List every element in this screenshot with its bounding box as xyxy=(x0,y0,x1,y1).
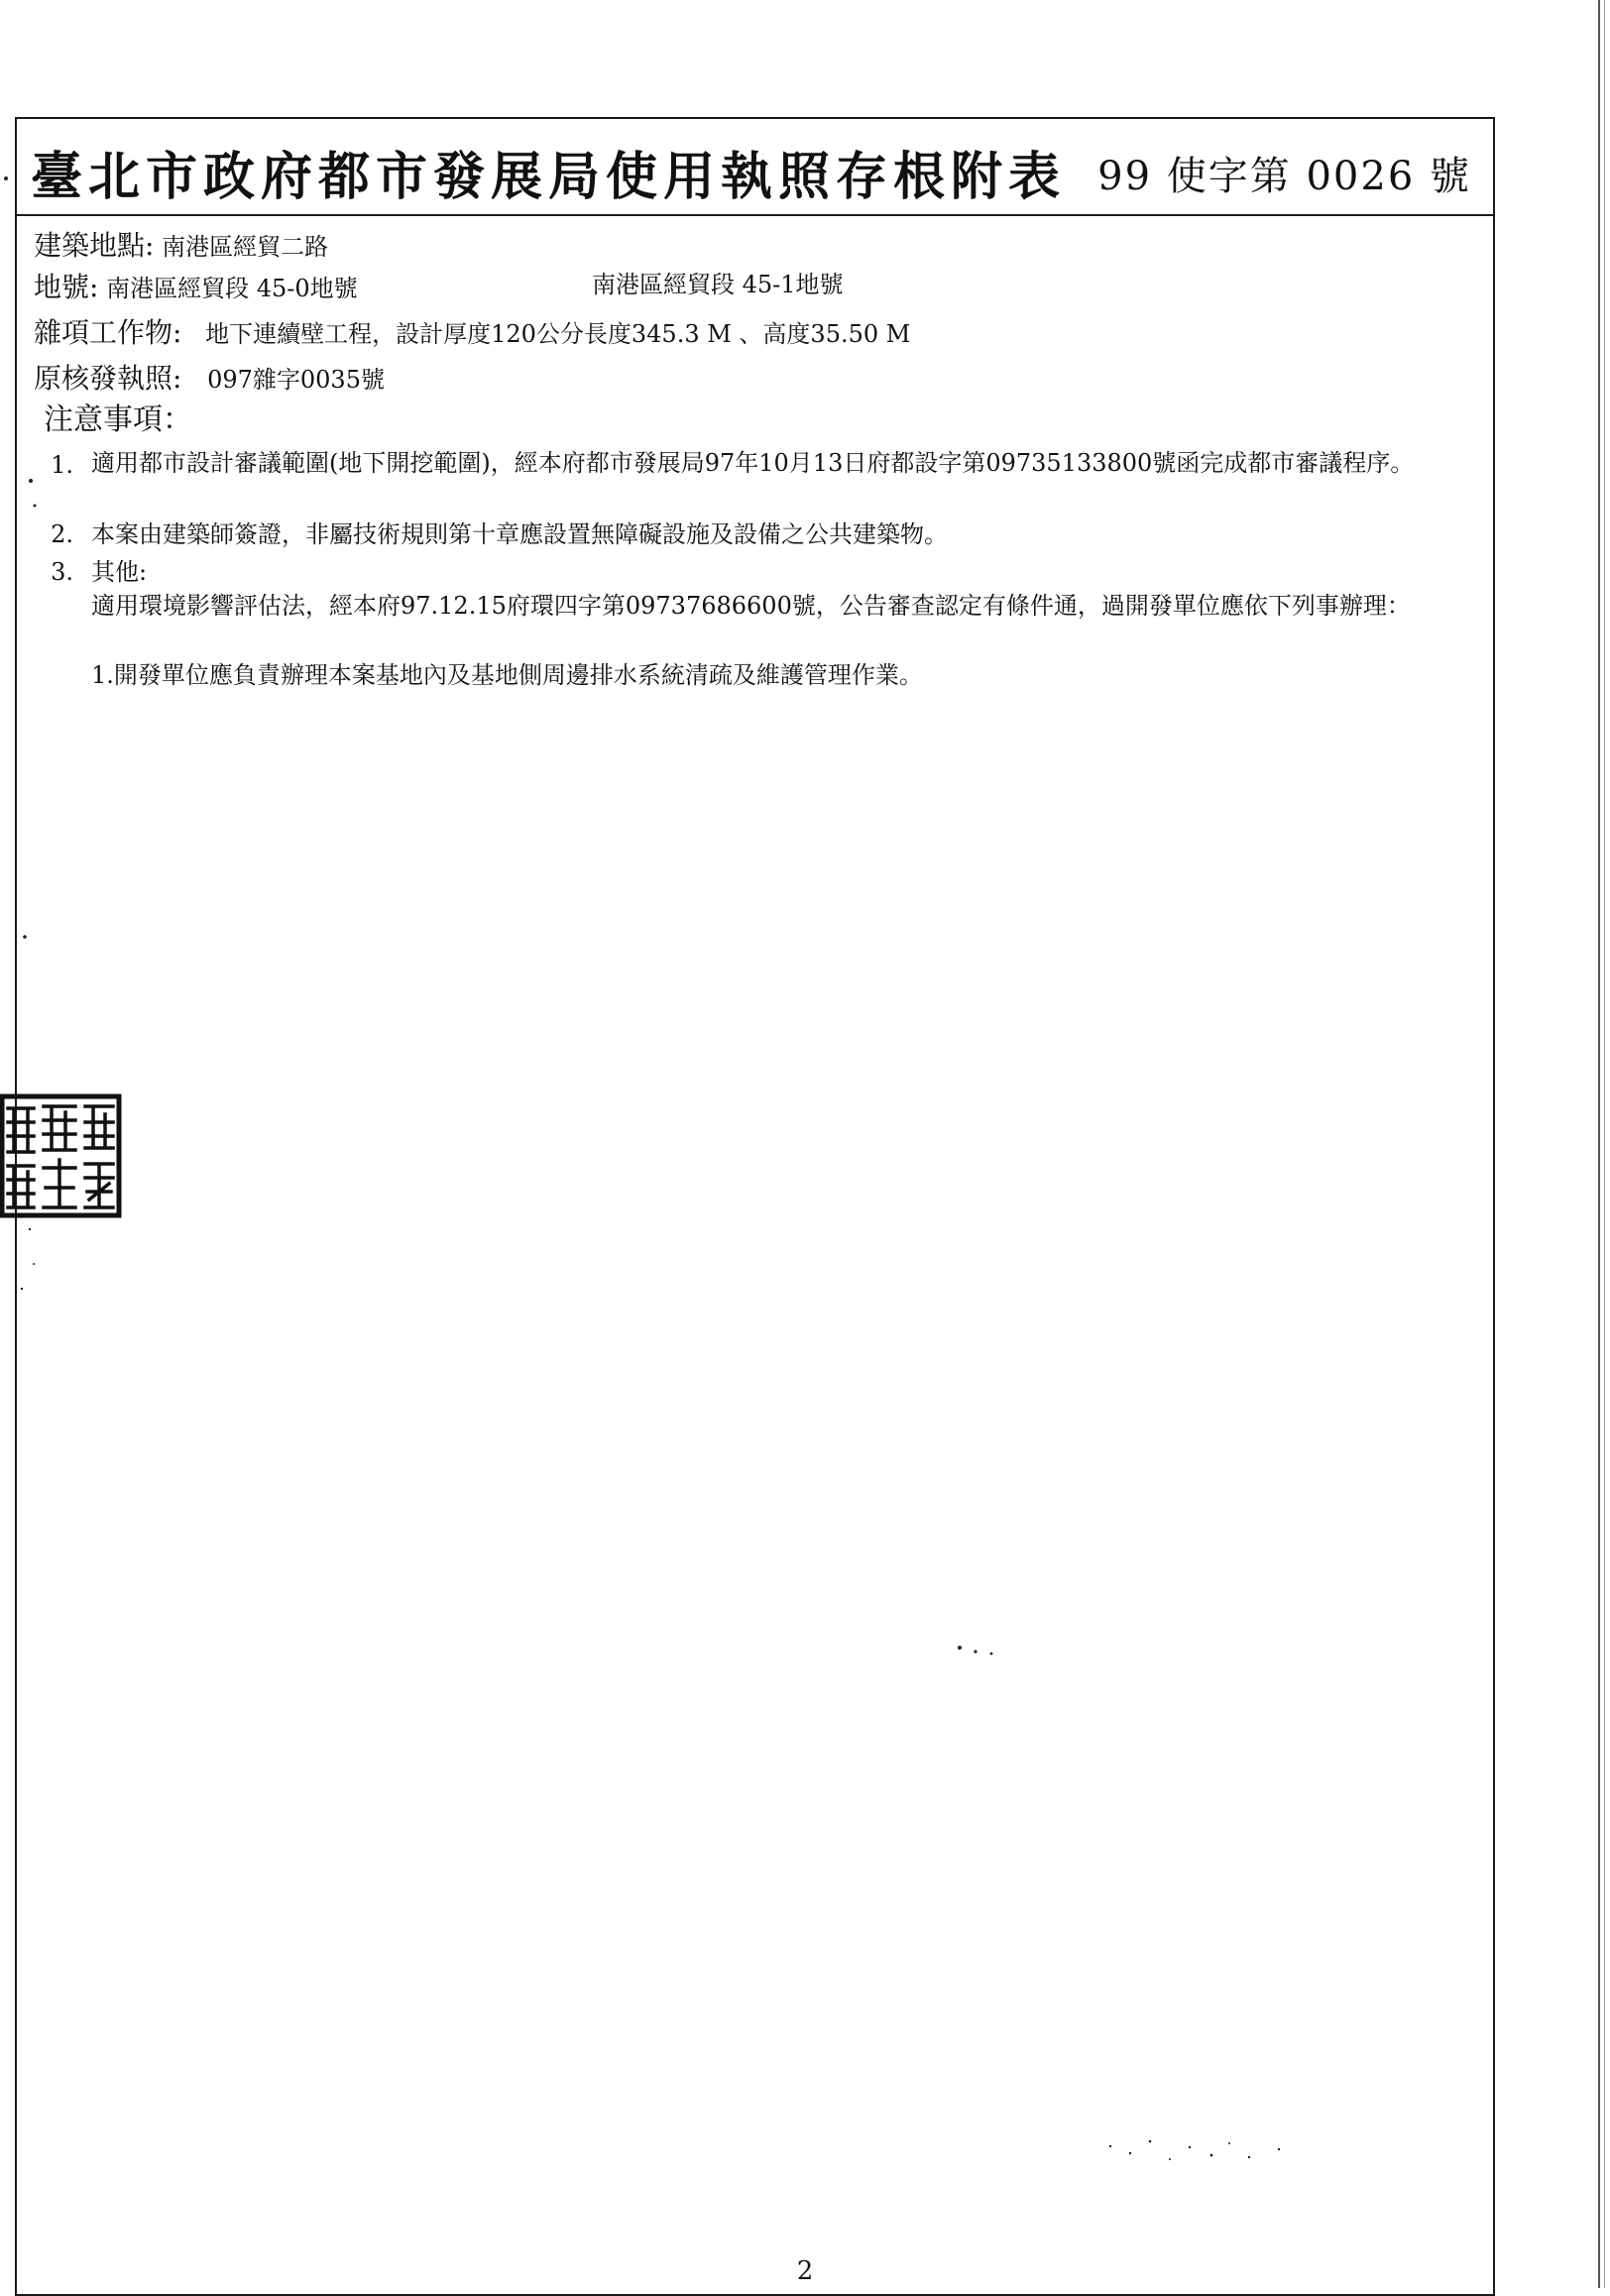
note-number: 3. xyxy=(51,558,73,586)
other-item: 1.開發單位應負責辦理本案基地內及基地側周邊排水系統清疏及維護管理作業。 xyxy=(91,661,923,689)
note-text: 適用都市設計審議範圍(地下開挖範圍)，經本府都市發展局97年10月13日府都設字第09735133800號函完成都市審議程序。 xyxy=(91,449,1415,477)
note-text: 其他: xyxy=(91,558,148,586)
orig-permit-value: 097雜字0035號 xyxy=(207,366,385,394)
permit-number: 99 使字第 0026 號 xyxy=(1097,154,1471,199)
document-title: 臺北市政府都市發展局使用執照存根附表 xyxy=(31,147,1067,207)
note-item xyxy=(34,519,1481,555)
misc-value: 地下連續壁工程，設計厚度120公分長度345.3 M 、高度35.50 M xyxy=(205,320,911,348)
lot-row xyxy=(34,270,358,305)
seal-stamp xyxy=(0,1092,123,1221)
page-edge-rule-inner xyxy=(1604,0,1605,2288)
note-number: 1. xyxy=(51,451,73,479)
lot-label: 地號: xyxy=(34,271,99,303)
misc-label: 雜項工作物: xyxy=(34,316,182,349)
document-header xyxy=(17,119,1493,216)
document-frame xyxy=(15,117,1495,2296)
page-edge-rule xyxy=(1598,0,1600,2288)
lot-row-2 xyxy=(592,270,844,300)
location-value: 南港區經貿二路 xyxy=(162,233,329,261)
lot-value-2: 南港區經貿段 45-1地號 xyxy=(592,271,844,298)
location-label: 建築地點: xyxy=(34,229,155,262)
note-number: 2. xyxy=(51,520,73,548)
note-item xyxy=(34,557,1481,593)
lot-value-1: 南港區經貿段 45-0地號 xyxy=(106,275,358,302)
orig-permit-label: 原核發執照: xyxy=(34,362,182,395)
location-row xyxy=(34,228,328,264)
notes-heading: 注意事項： xyxy=(44,402,192,437)
misc-row xyxy=(34,315,910,351)
other-paragraph: 適用環境影響評估法，經本府97.12.15府環四字第09737686600號，公告審查認定有條件通，過開發單位應依下列事辦理： xyxy=(91,592,1411,620)
note-text: 本案由建築師簽證，非屬技術規則第十章應設置無障礙設施及設備之公共建築物。 xyxy=(91,520,948,548)
page-number: 2 xyxy=(796,2256,814,2286)
note-item xyxy=(34,450,1481,519)
orig-permit-row xyxy=(34,361,385,397)
